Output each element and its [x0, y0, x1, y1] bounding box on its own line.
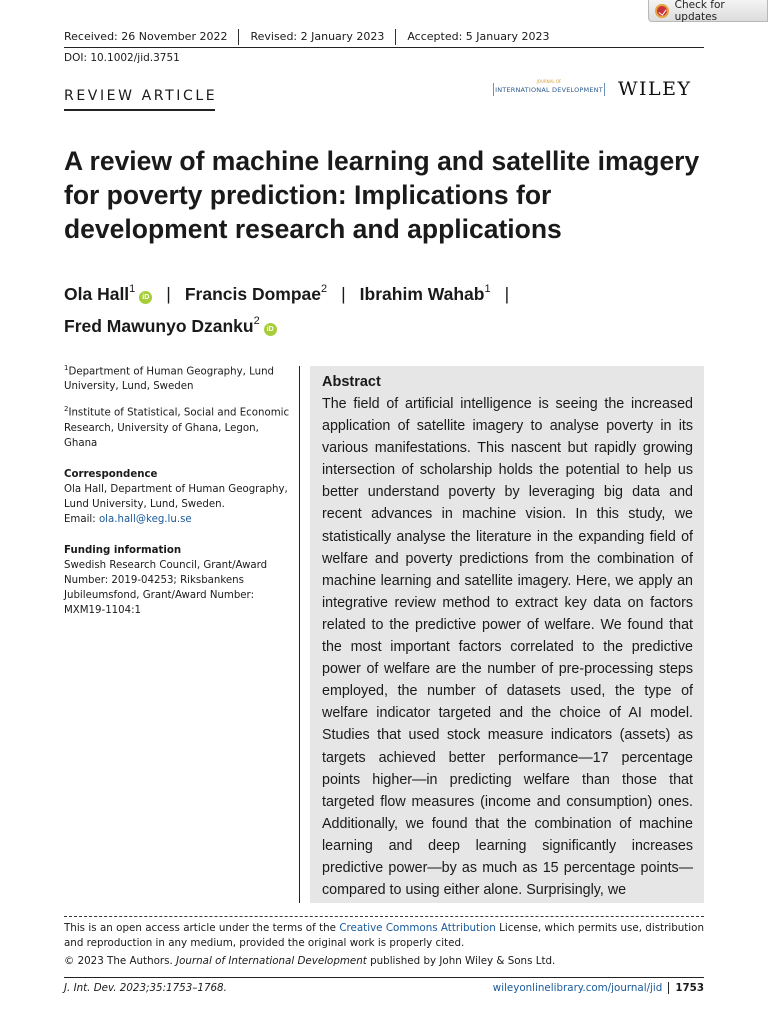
- orcid-icon[interactable]: iD: [264, 323, 277, 336]
- crossmark-icon: [655, 4, 669, 18]
- author[interactable]: Fred Mawunyo Dzanku$^2$iD: [64, 316, 277, 336]
- header-rule: [64, 47, 704, 48]
- column-divider: [299, 366, 300, 903]
- received-date: Received: 26 November 2022: [64, 30, 228, 43]
- affiliation-2: $^2$Institute of Statistical, Social and Economic Research, University of Ghana, Legon, Ghana: [64, 405, 290, 449]
- journal-logo-text: INTERNATIONAL DEVELOPMENT: [495, 85, 603, 94]
- article-type-underline: [64, 109, 215, 111]
- funding: [64, 543, 290, 618]
- email-link[interactable]: ola.hall@keg.lu.se: [98, 513, 192, 525]
- footer-right: [493, 982, 704, 994]
- correspondence-heading: Correspondence: [64, 468, 158, 480]
- article-title: A review of machine learning and satellite imagery for poverty prediction: Implications for development research and applications: [64, 146, 700, 244]
- correspondence-text: Ola Hall, Department of Human Geography, Lund University, Lund, Sweden.: [64, 483, 288, 510]
- article-dates: [64, 29, 560, 45]
- author[interactable]: Ibrahim Wahab$^1$: [359, 283, 491, 304]
- abstract-heading: Abstract: [322, 374, 381, 390]
- author[interactable]: Ola Hall$^1$iD: [64, 284, 152, 304]
- funding-heading: Funding information: [64, 544, 182, 556]
- check-for-updates-button[interactable]: [648, 0, 768, 22]
- check-for-updates-label: Check for updates: [674, 0, 725, 23]
- copyright: © 2023 The Authors. Journal of International Development published by John Wiley & Sons Ltd.: [64, 955, 556, 967]
- abstract-box: [310, 366, 704, 903]
- publisher-logo[interactable]: WILEY: [618, 78, 692, 100]
- page-number: 1753: [668, 982, 704, 994]
- cc-license-link[interactable]: Creative Commons Attribution: [339, 922, 496, 934]
- license-notice: This is an open access article under the terms of the Creative Commons Attribution License, which permits use, distribution and reproduction in any medium, provided the original work is properly cited.: [64, 922, 704, 949]
- doi[interactable]: DOI: 10.1002/jid.3751: [64, 52, 180, 64]
- author-separator: |: [504, 283, 510, 304]
- author[interactable]: Francis Dompae$^2$: [184, 283, 328, 304]
- journal-logo[interactable]: [493, 79, 605, 96]
- author-list: [64, 276, 724, 340]
- journal-url-link[interactable]: wileyonlinelibrary.com/journal/jid: [492, 982, 663, 994]
- accepted-date: Accepted: 5 January 2023: [395, 29, 560, 45]
- license-divider: [64, 916, 704, 917]
- journal-logo-small-text: JOURNAL OF: [536, 79, 562, 84]
- funding-text: Swedish Research Council, Grant/Award Number: 2019-04253; Riksbankens Jubileumsfond, Grant/Award Number: MXM19-1104:1: [64, 559, 268, 616]
- article-info-column: [64, 361, 290, 626]
- revised-date: Revised: 2 January 2023: [238, 29, 395, 45]
- author-separator: |: [166, 283, 171, 304]
- orcid-icon[interactable]: iD: [139, 291, 152, 304]
- correspondence: Correspondence Ola Hall, Department of Human Geography, Lund University, Lund, Sweden. Email: ola.hall@keg.lu.se: [64, 467, 290, 527]
- article-type: REVIEW ARTICLE: [64, 88, 218, 104]
- footer-rule: [64, 977, 704, 978]
- affiliation-1: $^1$Department of Human Geography, Lund University, Lund, Sweden: [64, 364, 274, 393]
- abstract-text: The field of artificial intelligence is seeing the increased application of satellite imagery to analyse poverty in its various manifestations. This nascent but rapidly growing intersection of scholarship holds the potential to help us better understand poverty by leveraging big data and recent advances in machine vision. In this study, we statistically analyse the literature in the expanding field of welfare and poverty predictions from the combination of machine learning and satellite imagery. Here, we apply an integrative review method to extract key data on factors related to the predictive power of welfare. We found that the most important factors correlated to the predictive power of welfare are the number of pre-processing steps employed, the number of datasets used, the type of welfare indicator targeted and the choice of AI model. Studies that used stock measure indicators (assets) as targets achieved better performance—17 percentage points higher—in predicting welfare than those that targeted flow measures (income and consumption) ones. Additionally, we found that the combination of machine learning and deep learning significantly increases predictive power—by as much as 15 percentage points—compared to using either alone. Surprisingly, we: [322, 396, 693, 899]
- author-separator: |: [341, 283, 346, 304]
- citation: J. Int. Dev. 2023;35:1753–1768.: [64, 982, 227, 994]
